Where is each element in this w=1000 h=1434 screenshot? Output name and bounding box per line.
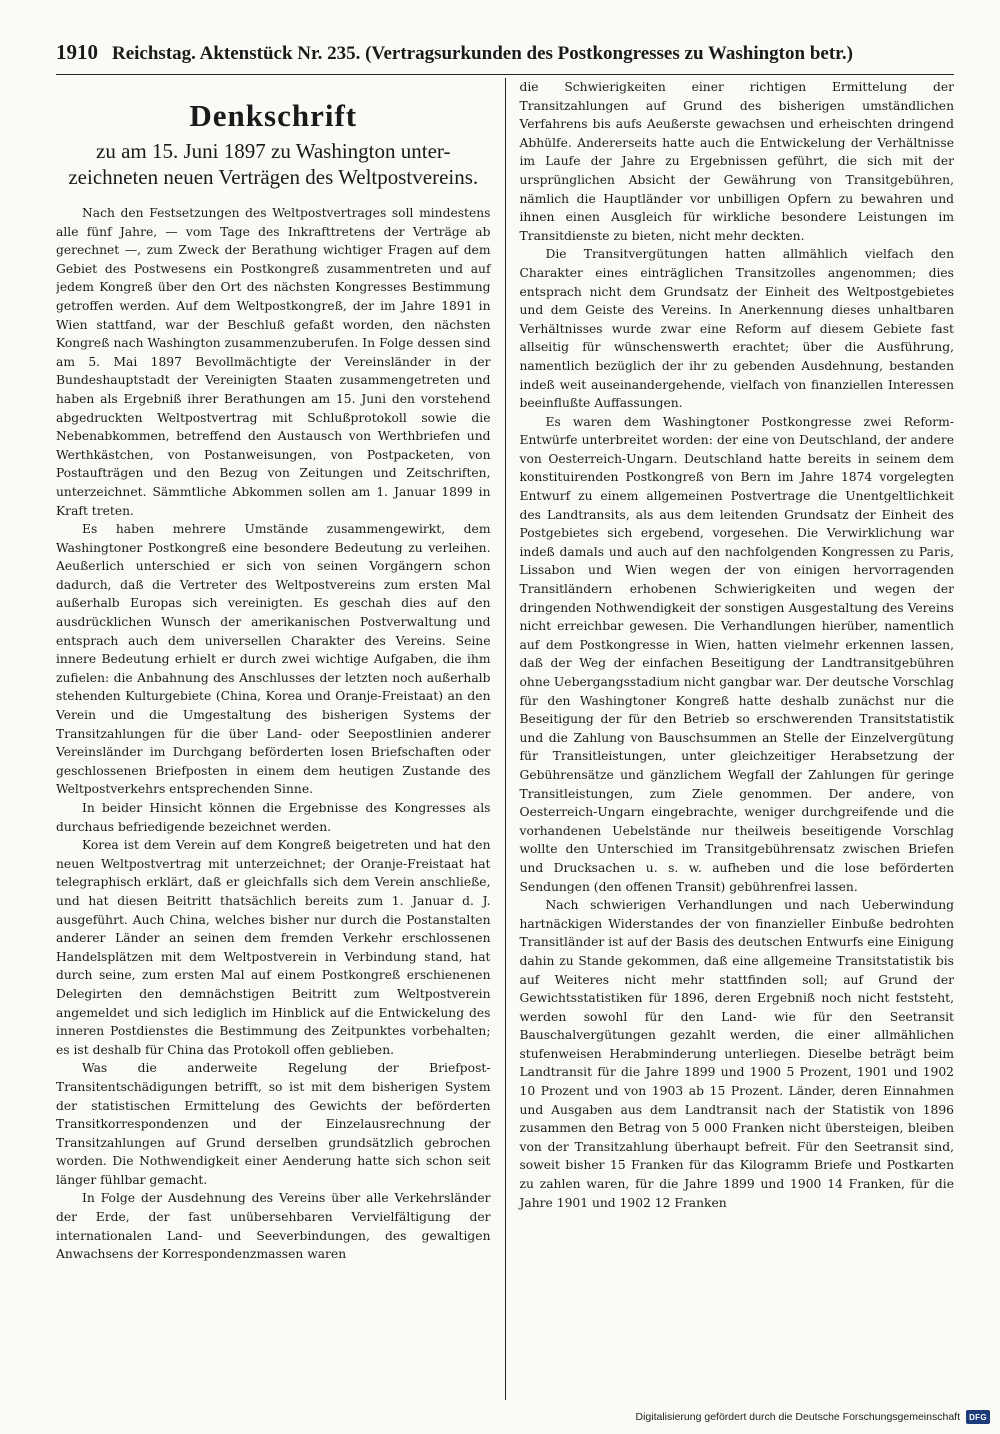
column-divider: [505, 78, 506, 1400]
paragraph: Korea ist dem Verein auf dem Kongreß beigetreten und hat den neuen Weltpostvertrag mit unterzeichnet; der Oranje-Freistaat hat telegraphisch erklärt, daß er gleichfalls sich dem Verein anschließe, und hat diesen Beitritt thatsächlich bereits zum 1. Januar d. J. ausgeführt. Auch China, welches bisher nur durch die Postanstalten anderer Länder an seinen dem fremden Verkehr erschlossenen Handelsplätzen mit dem Weltpostverein in Verbindung stand, hat durch seine, zum ersten Mal auf einem Postkongreß erschienenen Delegirten den demnächstigen Beitritt zum Weltpostverein angemeldet und sich lediglich im Hinblick auf die Entwickelung des inneren Postdienstes die Bestimmung des Zeitpunktes vorbehalten; es ist deshalb für China das Protokoll offen geblieben.: [56, 838, 491, 1057]
running-header: [56, 40, 954, 75]
title-block: [56, 98, 491, 190]
text-columns: [56, 78, 954, 1400]
document-page: [56, 40, 954, 1400]
digitization-credit: Digitalisierung gefördert durch die Deutsche Forschungsgemeinschaft: [635, 1411, 960, 1423]
paragraph: In Folge der Ausdehnung des Vereins über alle Verkehrsländer der Erde, der fast unübersehbaren Vervielfältigung der internationalen Land- und Seeverbindungen, des gewaltigen Anwachsens der Korrespondenzmassen waren: [56, 1191, 491, 1262]
paragraph: In beider Hinsicht können die Ergebnisse des Kongresses als durchaus befriedigende bezeichnet werden.: [56, 801, 491, 834]
running-title: Reichstag. Aktenstück Nr. 235. (Vertragsurkunden des Postkongresses zu Washington betr.): [112, 43, 853, 64]
dfg-logo-icon: DFG: [966, 1410, 990, 1424]
paragraph: Was die anderweite Regelung der Briefpost-Transitentschädigungen betrifft, so ist mit dem bisherigen System der statistischen Ermittelung des Gewichts der beförderten Transitkorrespondenzen und der Einzelausrechnung der Transitzahlungen auf Grund derselben grundsätzlich gebrochen worden. Die Nothwendigkeit einer Aenderung hatte sich schon seit länger fühlbar gemacht.: [56, 1061, 491, 1187]
paragraph: Die Transitvergütungen hatten allmählich vielfach den Charakter eines einträglichen Transitzolles angenommen; dies entsprach nicht dem Grundsatz der Einheit des Weltpostgebietes und dem Geiste des Vereins. In Anerkennung dieses unhaltbaren Verhältnisses wurde zwar eine Reform auf diesem Gebiete fast allseitig für wünschenswerth erachtet; über die Ausführung, namentlich bezüglich der ihr zu gebenden Ausdehnung, bestanden indeß weit auseinandergehende, vielfach von finanziellen Interessen beeinflußte Auffassungen.: [519, 247, 954, 411]
paragraph: die Schwierigkeiten einer richtigen Ermittelung der Transitzahlungen auf Grund des bisherigen umständlichen Verfahrens bis aufs Aeußerste gewachsen und erheischten dringend Abhülfe. Andererseits hatte auch die Entwickelung der Verhältnisse im Laufe der Jahre zu Ergebnissen geführt, die sich mit der ursprünglichen Absicht der Gewährung von Transitgebühren, nämlich die Hauptländer vor unbilligen Opfern zu bewahren und ihnen einen Ausgleich für wirkliche besondere Leistungen im Transitdienste zu bieten, nicht mehr deckten.: [519, 80, 954, 243]
paragraph: Es waren dem Washingtoner Postkongresse zwei Reform-Entwürfe unterbreitet worden: der eine von Deutschland, der andere von Oesterreich-Ungarn. Deutschland hatte bereits in seinem dem konstituirenden Postkongreß von Bern im Jahre 1874 vorgelegten Entwurf zu einem allgemeinen Postvertrage die Unentgeltlichkeit des Landtransits, als aus dem leitenden Grundsatz der Einheit des Postgebietes sich ergebend, vorgesehen. Die Verwirklichung war indeß damals und auch auf den nachfolgenden Kongressen zu Paris, Lissabon und Wien wegen der von einigen hervorragenden Transitländern erhobenen Schwierigkeiten und wegen der dringenden Nothwendigkeit der sonstigen Ausgestaltung des Vereins nicht erreichbar gewesen. Die Verhandlungen hierüber, namentlich auf dem Postkongresse in Wien, hatten vielmehr erkennen lassen, daß der Weg der einfachen Beseitigung der Landtransitgebühren ohne Uebergangsstadium nicht gangbar war. Der deutsche Vorschlag für den Washingtoner Kongreß hatte deshalb zunächst nur die Beseitigung der für den Betrieb so erschwerenden Transitstatistik und die Zahlung von Bauschsummen an Stelle der Einzelvergütung für Transitleistungen, unter gleichzeitiger Herabsetzung der Gebührensätze und gänzlichem Wegfall der Zahlungen für geringe Transitleistungen, zum Ziele genommen. Der andere, von Oesterreich-Ungarn eingebrachte, weniger durchgreifende und die vorhandenen Uebelstände nur theilweis beseitigende Vorschlag wollte den Unterschied im Transitgebührensatz zwischen Briefen und Drucksachen u. s. w. aufheben und die lose beförderten Sendungen (den offenen Transit) gebührenfrei lassen.: [519, 414, 954, 894]
page-number: 1910: [56, 40, 98, 64]
paragraph: Nach schwierigen Verhandlungen und nach Ueberwindung hartnäckigen Widerstandes der von finanzieller Einbuße bedrohten Transitländer ist auf der Basis des deutschen Entwurfs eine Einigung dahin zu Stande gekommen, daß eine allgemeine Transitstatistik bis auf Weiteres nicht mehr stattfinden soll; auf Grund der Gewichtsstatistiken für 1896, deren Ergebniß noch nicht feststeht, werden sowohl für den Land- wie für den Seetransit Bauschalvergütungen gezahlt werden, die einer allmählichen stufenweisen Herabminderung unterliegen. Dieselbe beträgt beim Landtransit für die Jahre 1899 und 1900 5 Prozent, 1901 und 1902 10 Prozent und von 1903 ab 15 Prozent. Länder, deren Einnahmen und Ausgaben aus dem Landtransit nach der Statistik von 1896 zusammen den Betrag von 5 000 Franken nicht übersteigen, bleiben von der Transitzahlung überhaupt befreit. Für den Seetransit sind, soweit bisher 15 Franken für das Kilogramm Briefe und Postkarten zu zahlen waren, für die Jahre 1899 und 1900 14 Franken, für die Jahre 1901 und 1902 12 Franken: [519, 898, 954, 1210]
left-column: [56, 78, 501, 1400]
document-subtitle-line-2: zeichneten neuen Verträgen des Weltpostvereins.: [68, 165, 479, 189]
paragraph: Es haben mehrere Umstände zusammengewirkt, dem Washingtoner Postkongreß eine besondere Bedeutung zu verleihen. Aeußerlich unterschied er sich von seinen Vorgängern schon dadurch, daß die Vertreter des Weltpostvereins zum ersten Mal außerhalb Europas sich vereinigten. Es geschah dies auf den ausdrücklichen Wunsch der amerikanischen Postverwaltung und entsprach auch dem universellen Charakter des Vereins. Seine innere Bedeutung erhielt er durch zwei wichtige Aufgaben, die ihm zufielen: die Anbahnung des Anschlusses der letzten noch außerhalb stehenden Kulturgebiete (China, Korea und Oranje-Freistaat) an den Verein und die Umgestaltung des bisherigen Systems der Transitzahlungen für die über Land- oder Seepostlinien anderer Vereinsländer im Durchgang beförderten losen Briefschaften oder geschlossenen Briefposten in einem dem heutigen Zustande des Weltpostverkehrs entsprechenden Sinne.: [56, 522, 491, 797]
document-subtitle-line-1: zu am 15. Juni 1897 zu Washington unter-: [96, 139, 451, 163]
document-title: Denkschrift: [189, 98, 358, 133]
paragraph: Nach den Festsetzungen des Weltpostvertrages soll mindestens alle fünf Jahre, — vom Tage des Inkrafttretens der Verträge ab gerechnet —, zum Zweck der Berathung wichtiger Fragen auf dem Gebiet des Postwesens ein Postkongreß zusammentreten und auf jedem Kongreß über den Ort des nächsten Kongresses Bestimmung getroffen werden. Auf dem Weltpostkongreß, der im Jahre 1891 in Wien stattfand, war der Beschluß gefaßt worden, den nächsten Kongreß nach Washington zusammenzuberufen. In Folge dessen sind am 5. Mai 1897 Bevollmächtigte der Vereinsländer in der Bundeshauptstadt der Vereinigten Staaten zusammengetreten und haben als Ergebniß ihrer Berathungen am 15. Juni den vorstehend abgedruckten Weltpostvertrag mit Schlußprotokoll sowie die Nebenabkommen, betreffend den Austausch von Werthbriefen und Werthkästchen, von Postanweisungen, von Postpacketen, von Postaufträgen und den Bezug von Zeitungen und Zeitschriften, unterzeichnet. Sämmtliche Abkommen sollen am 1. Januar 1899 in Kraft treten.: [56, 206, 491, 518]
right-column: [510, 78, 955, 1400]
digitization-footer: [635, 1410, 990, 1424]
